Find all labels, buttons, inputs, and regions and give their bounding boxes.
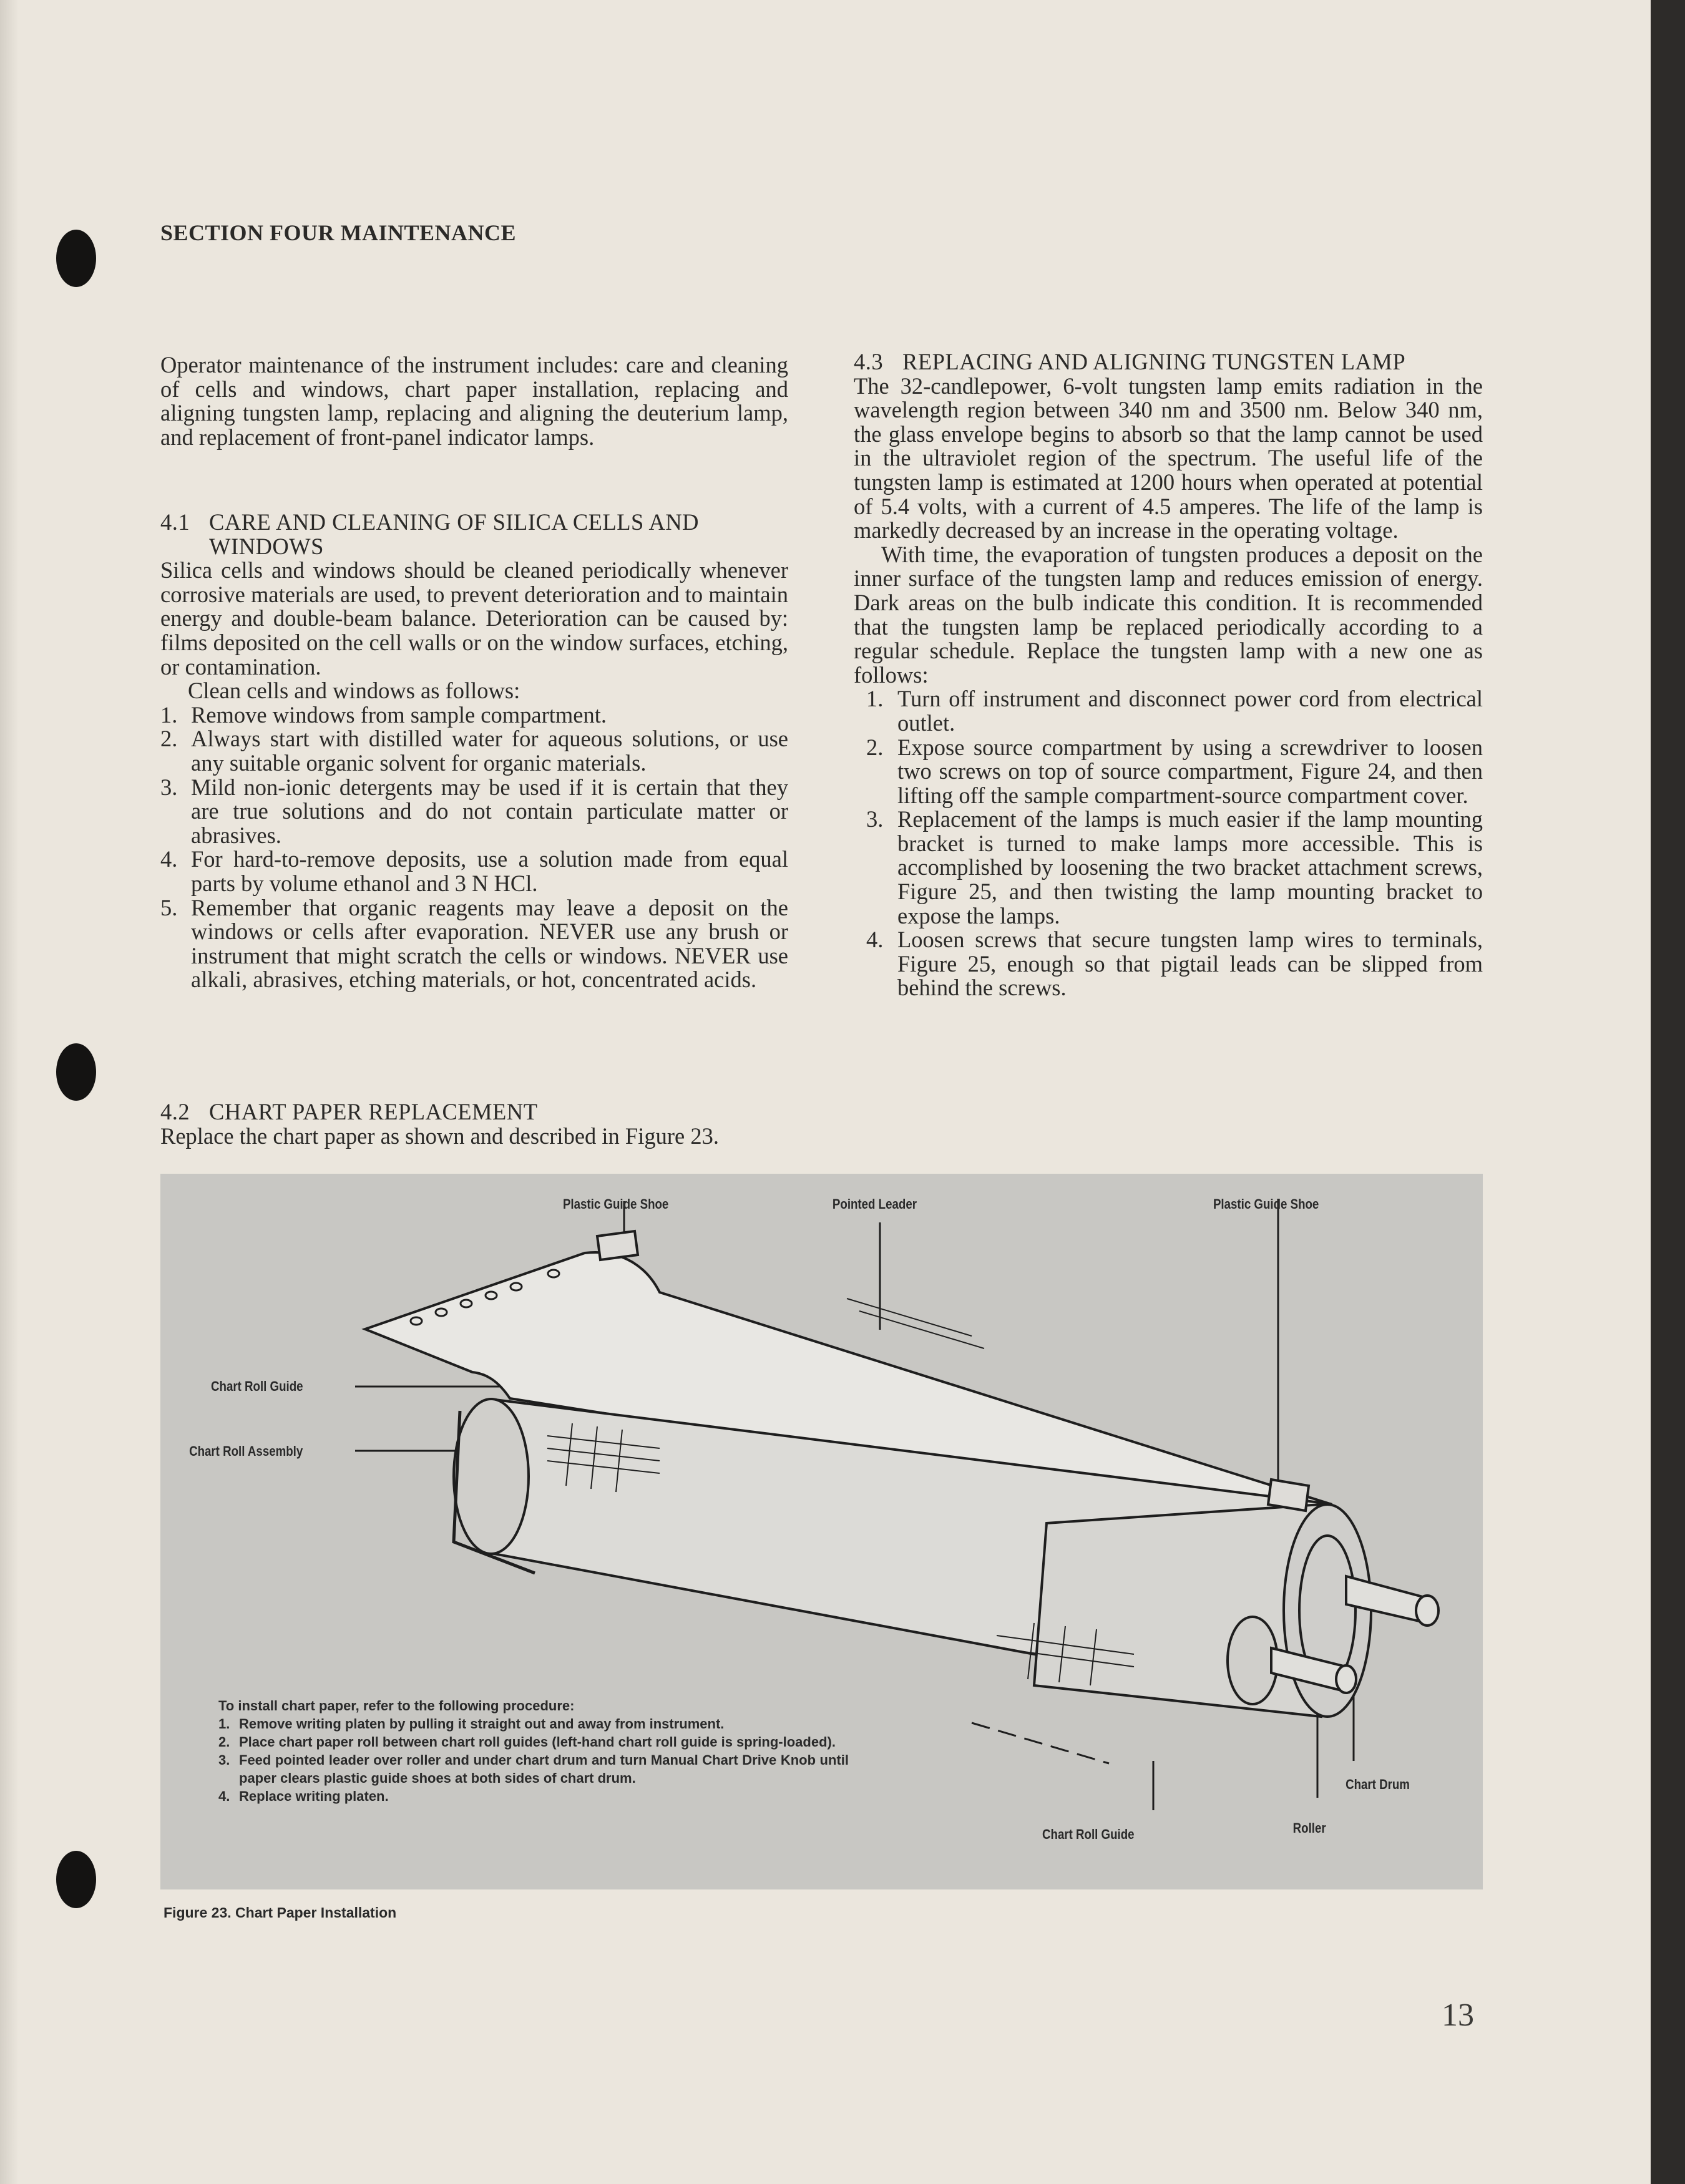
step-number: 3. <box>218 1752 230 1768</box>
procedure-steps <box>218 1715 849 1805</box>
step-number: 2. <box>160 726 178 752</box>
section-4-1-heading <box>160 510 788 558</box>
plastic-guide-shoe-left <box>597 1231 638 1260</box>
list-item <box>218 1715 849 1733</box>
step-number: 1. <box>218 1716 230 1732</box>
step-number: 1. <box>866 686 884 712</box>
intro-paragraph <box>160 353 788 449</box>
step-text: Expose source compartment by using a screwdriver to loosen two screws on top of source compartment, Figure 24, and then lifting off the sample compartment-source compartment cover. <box>897 734 1483 808</box>
section-4-3 <box>854 350 1483 1000</box>
list-item <box>218 1751 849 1787</box>
page-number: 13 <box>1442 1997 1474 2033</box>
list-item <box>160 896 788 992</box>
step-text: Remember that organic reagents may leave a deposit on the windows or cells after evaporation. NEVER use any brush or instrument that might scratch the cells or windows. NEVER use alkali, abrasives, etching materials, or hot, concentrated acids. <box>191 894 788 993</box>
label-pointed-leader: Pointed Leader <box>832 1196 917 1212</box>
step-number: 3. <box>866 806 884 832</box>
section-4-2 <box>160 1100 788 1148</box>
section-4-2-body: Replace the chart paper as shown and described in Figure 23. <box>160 1123 719 1149</box>
list-item <box>866 687 1483 735</box>
step-number: 4. <box>866 927 884 953</box>
plastic-guide-shoe-right <box>1268 1480 1309 1511</box>
list-item <box>218 1733 849 1751</box>
binder-hole <box>56 230 96 287</box>
label-chart-roll-guide-bottom: Chart Roll Guide <box>1042 1826 1135 1842</box>
step-number: 5. <box>160 894 178 920</box>
label-chart-drum: Chart Drum <box>1346 1777 1410 1792</box>
step-text: Always start with distilled water for aqueous solutions, or use any suitable organic solvent for organic materials. <box>191 726 788 776</box>
section-number: 4.1 <box>160 509 190 535</box>
step-text: Place chart paper roll between chart roll guides (left-hand chart roll guide is spring-loaded). <box>239 1734 836 1750</box>
procedure-lead: To install chart paper, refer to the following procedure: <box>218 1698 575 1714</box>
label-chart-roll-assembly: Chart Roll Assembly <box>189 1443 303 1459</box>
list-item <box>866 736 1483 808</box>
step-text: Remove windows from sample compartment. <box>191 701 607 728</box>
step-number: 2. <box>218 1734 230 1750</box>
cleaning-steps <box>160 703 788 992</box>
list-item <box>218 1787 849 1805</box>
step-text: Turn off instrument and disconnect power cord from electrical outlet. <box>897 686 1483 736</box>
list-item <box>160 727 788 775</box>
section-4-3-heading <box>854 350 1483 374</box>
step-number: 2. <box>866 734 884 760</box>
lamp-replacement-steps <box>854 687 1483 1000</box>
section-number: 4.3 <box>854 349 884 374</box>
step-text: Replace writing platen. <box>239 1788 389 1804</box>
dashed-paper-path <box>972 1723 1109 1763</box>
chart-roll-left-end <box>454 1399 529 1554</box>
section-number: 4.2 <box>160 1099 190 1124</box>
section-title: CHART PAPER REPLACEMENT <box>209 1099 538 1124</box>
binder-hole <box>56 1851 96 1908</box>
section-4-1 <box>160 510 788 992</box>
step-number: 4. <box>160 846 178 872</box>
step-text: Loosen screws that secure tungsten lamp wires to terminals, Figure 25, enough so that pigtail leads can be slipped from behind the screws. <box>897 927 1483 1001</box>
label-chart-roll-guide: Chart Roll Guide <box>211 1378 303 1394</box>
section-4-1-body: Silica cells and windows should be cleaned periodically whenever corrosive materials are used, to prevent deterioration and to maintain energy and double-beam balance. Deterioration can be caused by: films deposited on the cell walls or on the window surfaces, etching, or contamination. <box>160 557 788 680</box>
list-item <box>160 703 788 728</box>
section-title: CARE AND CLEANING OF SILICA CELLS AND WINDOWS <box>209 509 700 559</box>
step-text: Replacement of the lamps is much easier if the lamp mounting bracket is turned to make lamps more accessible. This is accomplished by loosening the two bracket attachment screws, Figure 25, and then twisting the lamp mounting bracket to expose the lamps. <box>897 806 1483 929</box>
step-number: 1. <box>160 701 178 728</box>
step-number: 4. <box>218 1788 230 1804</box>
label-plastic-guide-shoe-left: Plastic Guide Shoe <box>562 1196 669 1212</box>
step-text: Remove writing platen by pulling it straight out and away from instrument. <box>239 1716 725 1732</box>
section-4-3-body: The 32-candlepower, 6-volt tungsten lamp emits radiation in the wavelength region between 340 nm and 3500 nm. Below 340 nm, the glass envelope begins to absorb so that the lamp cannot be used in the ultraviolet region of the spectrum. The useful life of the tungsten lamp is estimated at 1200 hours when operated at potential of 5.4 volts, with a current of 4.5 amperes. The life of the lamp is markedly decreased by an increase in the operating voltage. <box>854 373 1483 544</box>
list-item <box>866 807 1483 928</box>
scan-background-edge <box>1651 0 1685 2184</box>
section-title: REPLACING AND ALIGNING TUNGSTEN LAMP <box>902 349 1406 374</box>
intro-text: Operator maintenance of the instrument includes: care and cleaning of cells and windows, chart paper installation, replacing and aligning tungsten lamp, replacing and aligning the deuterium lamp, and replacement of front-panel indicator lamps. <box>160 352 788 450</box>
step-number: 3. <box>160 774 178 800</box>
binder-hole <box>56 1043 96 1101</box>
step-text: Mild non-ionic detergents may be used if it is certain that they are true solutions and do not contain particulate matter or abrasives. <box>191 774 788 848</box>
section-4-3-body-2: With time, the evaporation of tungsten produces a deposit on the inner surface of the tungsten lamp and reduces emission of energy. Dark areas on the bulb indicate this condition. It is recommended that the tungsten lamp be replaced periodically according to a regular schedule. Replace the tungsten lamp with a new one as follows: <box>854 541 1483 688</box>
page-gutter-shadow <box>0 0 19 2184</box>
list-item <box>160 776 788 848</box>
list-item <box>160 847 788 895</box>
step-text: For hard-to-remove deposits, use a solution made from equal parts by volume ethanol and 3 N HCl. <box>191 846 788 896</box>
section-4-1-lead: Clean cells and windows as follows: <box>188 678 520 704</box>
figure-caption: Figure 23. Chart Paper Installation <box>164 1904 397 1921</box>
figure-chart-paper-installation <box>160 1174 1483 1889</box>
label-plastic-guide-shoe-right: Plastic Guide Shoe <box>1213 1196 1319 1212</box>
section-4-2-heading <box>160 1100 788 1124</box>
step-text: Feed pointed leader over roller and under chart drum and turn Manual Chart Drive Knob until paper clears plastic guide shoes at both sides of chart drum. <box>239 1752 849 1786</box>
label-roller: Roller <box>1292 1820 1326 1836</box>
section-header: SECTION FOUR MAINTENANCE <box>160 220 517 245</box>
installation-procedure <box>218 1697 849 1805</box>
list-item <box>866 928 1483 1000</box>
